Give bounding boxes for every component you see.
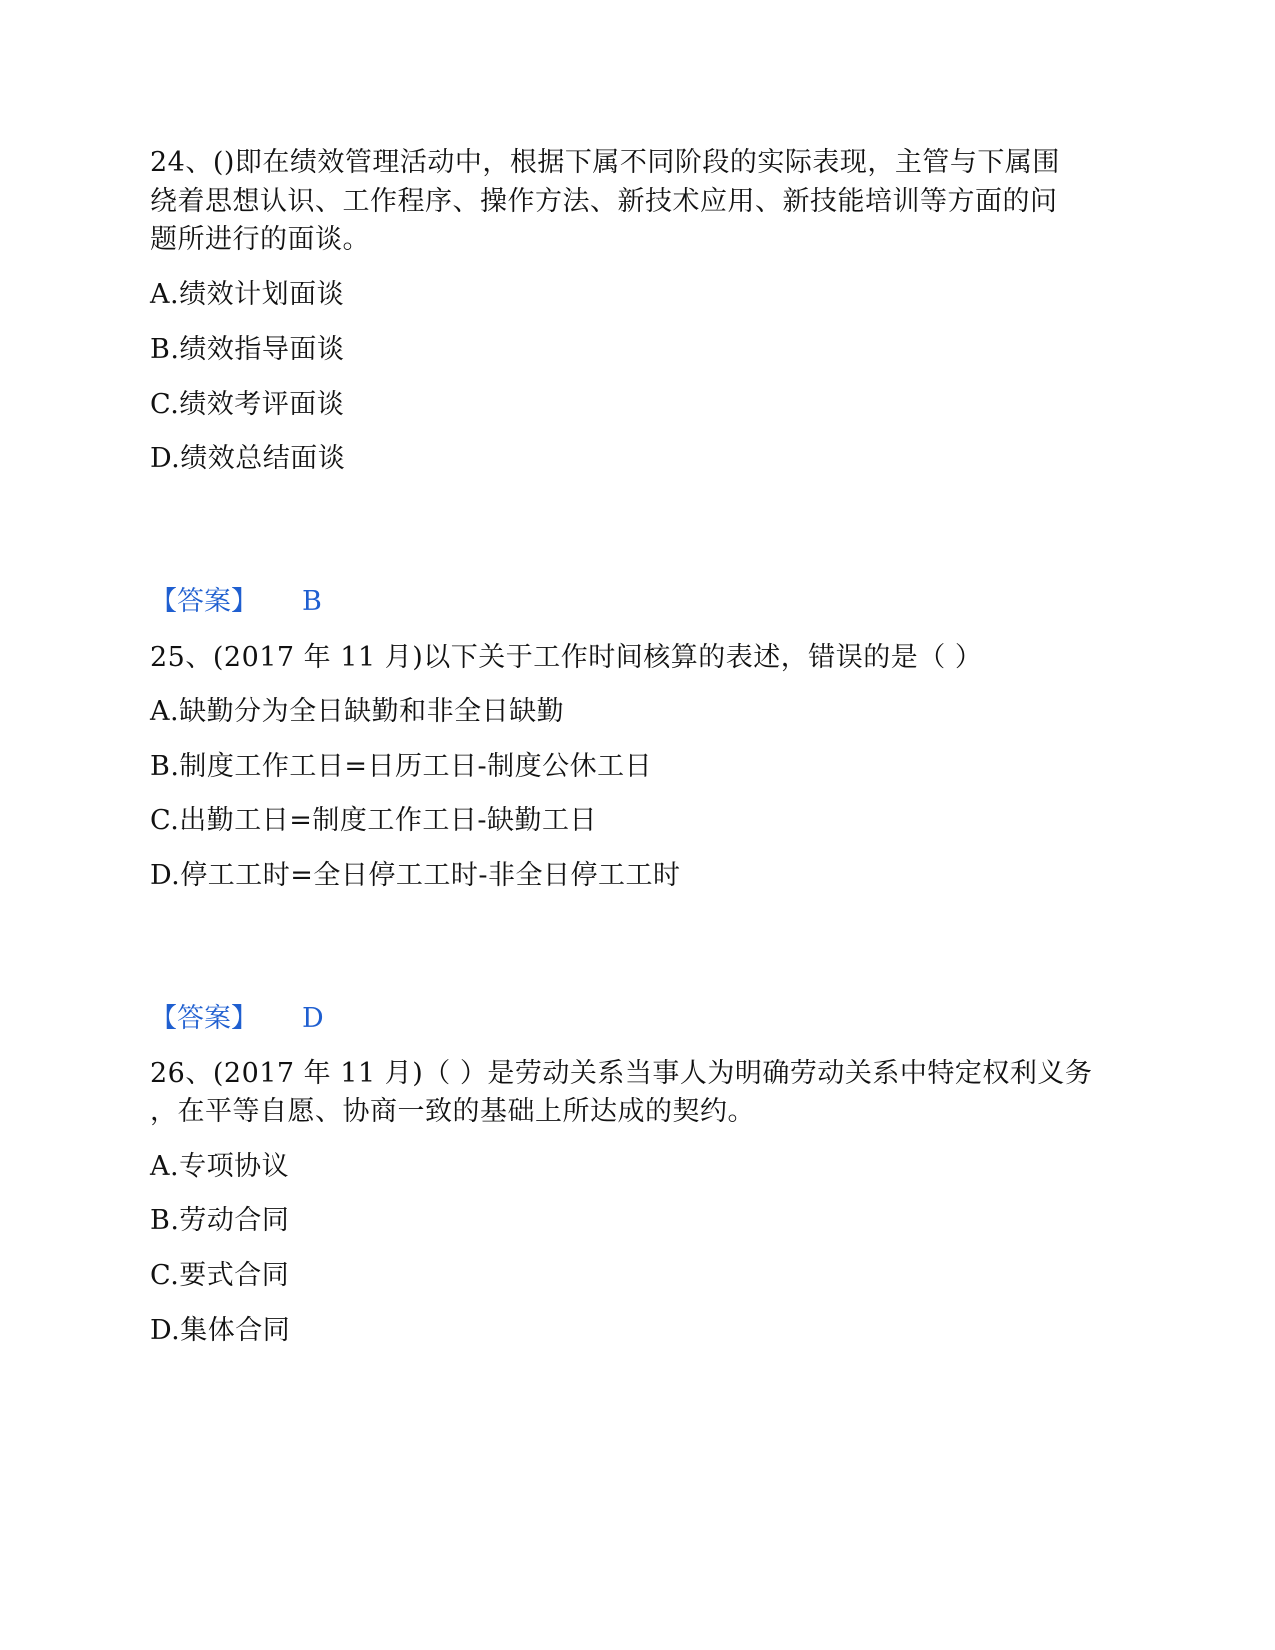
question-24-option-c: C.绩效考评面谈 — [150, 389, 345, 420]
answer-value: B — [302, 586, 322, 617]
question-24-option-b: B.绩效指导面谈 — [150, 334, 345, 365]
question-26-option-b: B.劳动合同 — [150, 1205, 290, 1236]
question-26-option-c: C.要式合同 — [150, 1260, 290, 1291]
question-25-stem-line-1: 25、(2017 年 11 月)以下关于工作时间核算的表述，错误的是（ ） — [150, 642, 983, 673]
answer-label: 【答案】 — [150, 1003, 258, 1034]
question-25-option-b: B.制度工作工日=日历工日-制度公休工日 — [150, 751, 653, 782]
question-24-option-d: D.绩效总结面谈 — [150, 443, 346, 474]
question-24-stem-line-2: 绕着思想认识、工作程序、操作方法、新技术应用、新技能培训等方面的问 — [150, 186, 1058, 217]
question-25-option-d: D.停工工时=全日停工工时-非全日停工工时 — [150, 860, 681, 891]
answer-label: 【答案】 — [150, 586, 258, 617]
question-24-stem-line-1: 24、()即在绩效管理活动中，根据下属不同阶段的实际表现，主管与下属围 — [150, 147, 1060, 178]
question-24-stem-line-3: 题所进行的面谈。 — [150, 224, 370, 255]
question-25-option-a: A.缺勤分为全日缺勤和非全日缺勤 — [150, 696, 565, 727]
question-26-stem-line-2: ，在平等自愿、协商一致的基础上所达成的契约。 — [150, 1096, 755, 1127]
question-26-stem-line-1: 26、(2017 年 11 月)（ ）是劳动关系当事人为明确劳动关系中特定权利义务 — [150, 1058, 1093, 1089]
question-26-option-a: A.专项协议 — [150, 1151, 290, 1182]
question-26-option-d: D.集体合同 — [150, 1315, 291, 1346]
answer-value: D — [302, 1003, 324, 1034]
question-25-option-c: C.出勤工日=制度工作工日-缺勤工日 — [150, 805, 598, 836]
question-24-answer — [150, 582, 322, 622]
question-24-option-a: A.绩效计划面谈 — [150, 279, 345, 310]
question-25-answer — [150, 999, 324, 1039]
